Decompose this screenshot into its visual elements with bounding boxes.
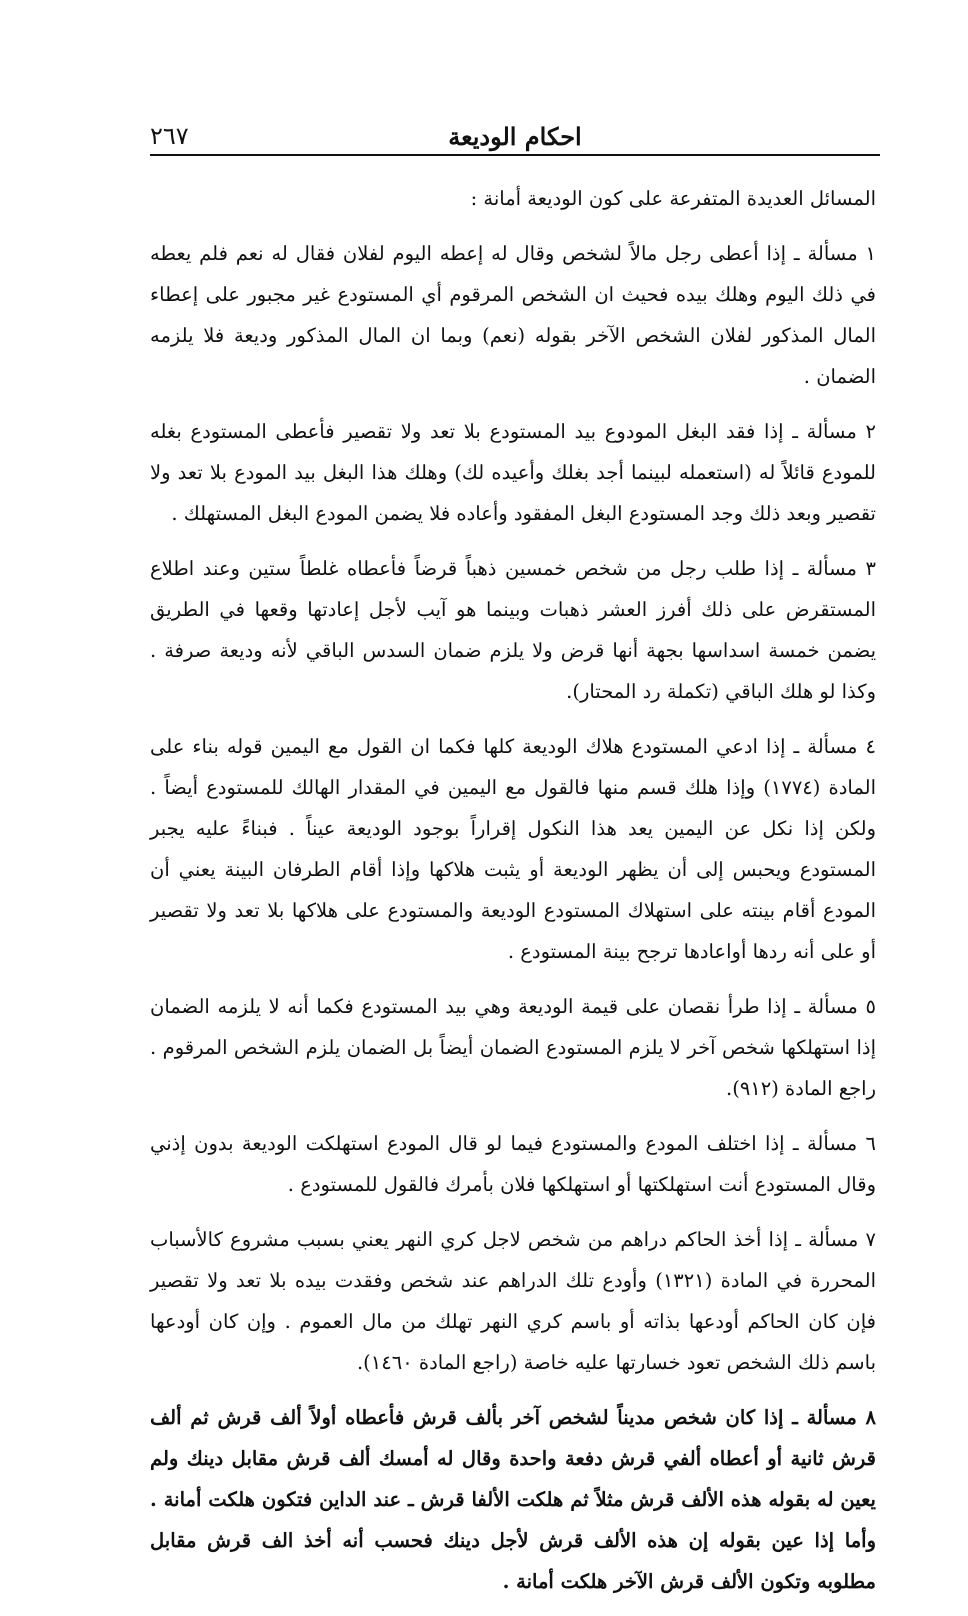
issue-4-paragraph: ٤ مسألة ـ إذا ادعي المستودع هلاك الوديعة كلها فكما ان القول مع اليمين قوله بناء على المادة (١٧٧٤) وإذا هلك قسم منها فالقول مع اليمين في المقدار الهالك للمستودع أيضاً . ولكن إذا نكل عن اليمين يعد هذا النكول إقراراً بوجود الوديعة عيناً . فبناءً عليه يجبر المستودع ويحبس إلى أن يظهر الوديعة أو يثبت هلاكها وإذا أقام الطرفان البينة يعني أن المودع أقام بينته على استهلاك المستودع الوديعة والمستودع على هلاكها بلا تعد ولا تقصير أو على أنه ردها أواعادها ترجح بينة المستودع . [150,735,876,963]
issue-8-paragraph: ٨ مسألة ـ إذا كان شخص مديناً لشخص آخر بألف قرش فأعطاه أولاً ألف قرش ثم ألف قرش ثانية أو أعطاه ألفي قرش دفعة واحدة وقال له أمسك ألف قرش مقابل دينك ولم يعين له بقوله هذه الألف قرش مثلاً ثم هلكت الألفا قرش ـ عند الداين فتكون هلكت أمانة . وأما إذا عين بقوله إن هذه الألف قرش لأجل دينك فحسب أنه أخذ الف قرش مقابل مطلوبه وتكون الألف قرش الآخر هلكت أمانة . [150,1406,876,1593]
issue-5-paragraph: ٥ مسألة ـ إذا طرأ نقصان على قيمة الوديعة وهي بيد المستودع فكما أنه لا يلزمه الضمان إذا استهلكها شخص آخر لا يلزم المستودع الضمان أيضاً بل الضمان يلزم الشخص المرقوم . راجع المادة (٩١٢). [150,995,876,1100]
intro-paragraph: المسائل العديدة المتفرعة على كون الوديعة أمانة : [470,187,876,210]
page-header [150,116,880,156]
issue-7-paragraph: ٧ مسألة ـ إذا أخذ الحاكم دراهم من شخص لاجل كري النهر يعني بسبب مشروع كالأسباب المحررة في المادة (١٣٢١) وأودع تلك الدراهم عند شخص وفقدت بيده بلا تعد ولا تقصير فإن كان الحاكم أودعها بذاته أو باسم كري النهر تهلك من مال العموم . وإن كان أودعها باسم ذلك الشخص تعود خسارتها عليه خاصة (راجع المادة ١٤٦٠). [150,1228,876,1374]
issue-6-paragraph: ٦ مسألة ـ إذا اختلف المودع والمستودع فيما لو قال المودع استهلكت الوديعة بدون إذني وقال المستودع أنت استهلكتها أو استهلكها فلان بأمرك فالقول للمستودع . [150,1132,876,1196]
issue-2-paragraph: ٢ مسألة ـ إذا فقد البغل المودوع بيد المستودع بلا تعد ولا تقصير فأعطى المستودع بغله للمودع قائلاً له (استعمله لبينما أجد بغلك وأعيده لك) وهلك هذا البغل بيد المودع بلا تعد ولا تقصير وبعد ذلك وجد المستودع البغل المفقود وأعاده فلا يضمن المودع البغل المستهلك . [150,420,876,525]
header-rule [150,154,880,156]
issue-3-paragraph: ٣ مسألة ـ إذا طلب رجل من شخص خمسين ذهباً قرضاً فأعطاه غلطاً ستين وعند اطلاع المستقرض على ذلك أفرز العشر ذهبات وبينما هو آيب لأجل إعادتها وقعها في الطريق يضمن خمسة اسداسها بجهة أنها قرض ولا يلزم ضمان السدس الباقي لأنه وديعة صرفة . وكذا لو هلك الباقي (تكملة رد المحتار). [150,557,876,703]
issue-1-paragraph: ١ مسألة ـ إذا أعطى رجل مالاً لشخص وقال له إعطه اليوم لفلان فقال له نعم فلم يعطه في ذلك اليوم وهلك بيده فحيث ان الشخص المرقوم أي المستودع غير مجبور على إعطاء المال المذكور لفلان الشخص الآخر بقوله (نعم) وبما ان المال المذكور وديعة فلا يلزمه الضمان . [150,242,876,388]
running-title: احكام الوديعة [448,122,582,151]
page-number: ٢٦٧ [150,122,189,150]
page-body [150,178,876,1616]
